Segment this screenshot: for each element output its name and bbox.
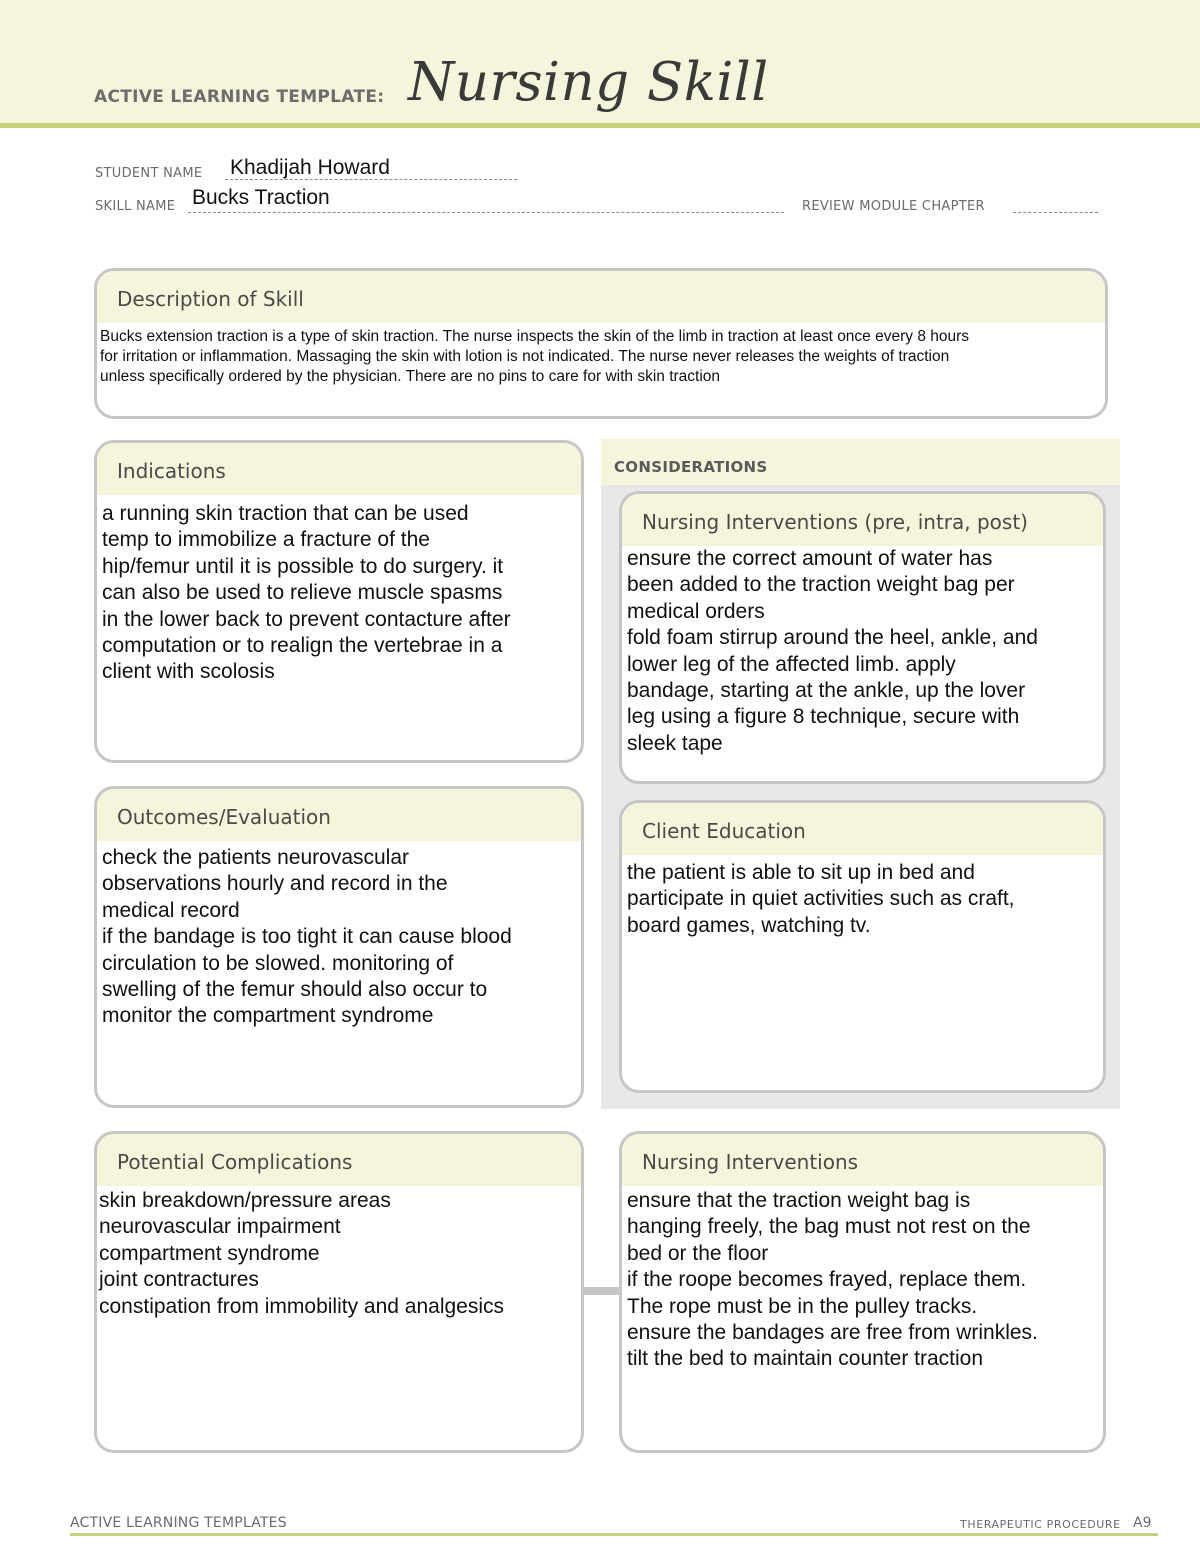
nursing-interventions-box [619, 1131, 1106, 1453]
skill-name-line [188, 212, 784, 213]
client-education-box [619, 800, 1106, 1093]
outcomes-title: Outcomes/Evaluation [97, 789, 581, 841]
outcomes-text[interactable]: check the patients neurovascular observations hourly and record in the medical record if the bandage is too tight it can cause blood circulation to be slowed. monitoring of swelling of the femur should also occur to monitor the compartment syndrome [102, 846, 512, 1028]
complications-text[interactable]: skin breakdown/pressure areas neurovascular impairment compartment syndrome joint contractures constipation from immobility and analgesics [99, 1189, 505, 1318]
indications-title: Indications [97, 443, 581, 495]
box-connector [582, 1287, 622, 1295]
page-title: Nursing Skill [408, 52, 769, 113]
student-name-label: STUDENT NAME [95, 166, 203, 181]
indications-text[interactable]: a running skin traction that can be used temp to immobilize a fracture of the hip/femur until it is possible to do surgery. it can also be used to relieve muscle spasms in the lower back to prevent contacture after computation or to realign the vertebrae in a client with scolosis [102, 502, 511, 684]
footer-procedure-label: THERAPEUTIC PROCEDURE [960, 1518, 1121, 1531]
review-module-label: REVIEW MODULE CHAPTER [802, 199, 985, 214]
indications-box [94, 440, 584, 763]
outcomes-box [94, 786, 584, 1108]
description-box [94, 268, 1108, 419]
description-title: Description of Skill [97, 271, 1105, 323]
nursing-interventions-pip-title: Nursing Interventions (pre, intra, post) [622, 494, 1103, 546]
nursing-interventions-pip-box [619, 491, 1106, 784]
considerations-label: CONSIDERATIONS [614, 458, 768, 476]
client-education-text[interactable]: the patient is able to sit up in bed and participate in quiet activities such as craft, board games, watching tv. [627, 861, 1015, 937]
review-module-field[interactable] [1013, 212, 1098, 213]
skill-name-field[interactable]: Bucks Traction [192, 186, 330, 209]
student-name-field[interactable]: Khadijah Howard [230, 156, 390, 179]
footer-rule [70, 1533, 1158, 1536]
complications-title: Potential Complications [97, 1134, 581, 1186]
skill-name-label: SKILL NAME [95, 199, 176, 214]
complications-box [94, 1131, 584, 1453]
template-label: ACTIVE LEARNING TEMPLATE: [94, 87, 385, 107]
footer-left-label: ACTIVE LEARNING TEMPLATES [70, 1515, 287, 1531]
nursing-interventions-text[interactable]: ensure that the traction weight bag is hanging freely, the bag must not rest on the bed or the floor if the roope becomes frayed, replace them. The rope must be in the pulley tracks. ensure the bandages are free from wrinkles. tilt the bed to maintain counter traction [627, 1189, 1038, 1371]
description-text[interactable]: Bucks extension traction is a type of skin traction. The nurse inspects the skin of the limb in traction at least once every 8 hours for irritation or inflammation. Massaging the skin with lotion is not indicated. The nurse never releases the weights of traction unless specifically ordered by the physician. There are no pins to care for with skin traction [100, 328, 970, 385]
nursing-interventions-title: Nursing Interventions [622, 1134, 1103, 1186]
page-number: A9 [1133, 1515, 1152, 1531]
nursing-interventions-pip-text[interactable]: ensure the correct amount of water has been added to the traction weight bag per medical orders fold foam stirrup around the heel, ankle, and lower leg of the affected limb. apply bandage, starting at the ankle, up the lover leg using a figure 8 technique, secure with sleek tape [627, 547, 1038, 755]
header-rule [0, 123, 1200, 128]
client-education-title: Client Education [622, 803, 1103, 855]
